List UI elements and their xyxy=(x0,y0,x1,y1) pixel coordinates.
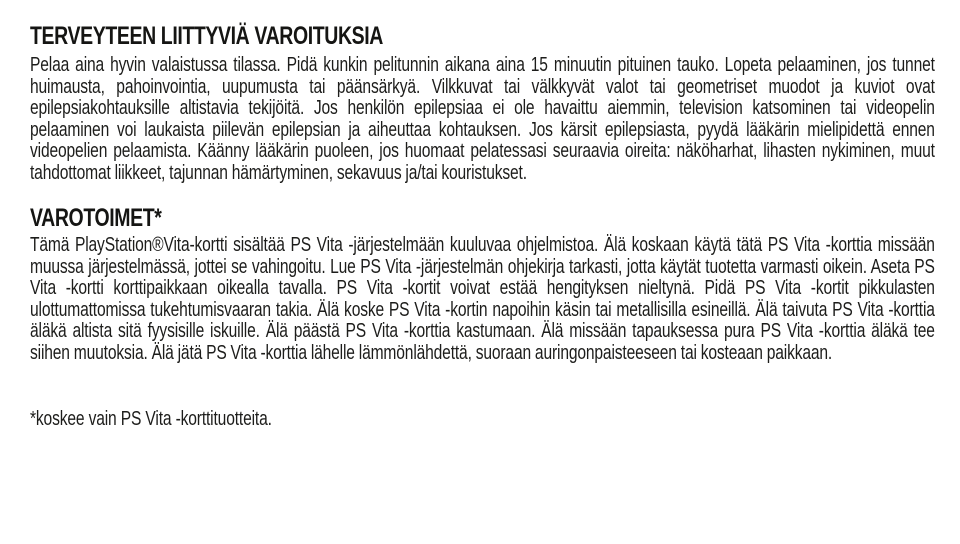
page-content xyxy=(30,24,935,431)
health-warnings-paragraph: Pelaa aina hyvin valaistussa tilassa. Pidä kunkin pelitunnin aikana aina 15 minuutin pituinen tauko. Lopeta pelaaminen, jos tunnet huimausta, pahoinvointia, uupumusta tai päänsärkyä. Vilkkuvat tai välkkyvät valot tai geometriset muodot ja kuviot ovat epilepsiakohtauksille altistavia tekijöitä. Jos henkilön epilepsiaa ei ole havaittu aiemmin, television katsominen tai videopelin pelaaminen voi laukaista piilevän epilepsian ja aiheuttaa kohtauksen. Jos kärsit epilepsiasta, pyydä lääkärin mielipidettä ennen videopelien pelaamista. Käänny lääkärin puoleen, jos huomaat pelatessasi seuraavia oireita: näköharhat, lihasten nykiminen, muut tahdottomat liikkeet, tajunnan hämärtyminen, sekavuus ja/tai kouristukset. xyxy=(30,54,935,184)
precautions-section xyxy=(30,206,935,364)
health-warnings-section xyxy=(30,24,935,184)
precautions-heading: VAROTOIMET* xyxy=(30,204,162,232)
footnote-text: *koskee vain PS Vita -korttituotteita. xyxy=(30,408,272,430)
health-warnings-heading: TERVEYTEEN LIITTYVIÄ VAROITUKSIA xyxy=(30,22,384,50)
precautions-paragraph: Tämä PlayStation®Vita-kortti sisältää PS Vita -järjestelmään kuuluvaa ohjelmistoa. Älä koskaan käytä tätä PS Vita -korttia missään muussa järjestelmässä, jottei se vahingoitu. Lue PS Vita -järjestelmän ohjekirja tarkasti, jotta käytät tuotetta varmasti oikein. Aseta PS Vita -kortti korttipaikkaan oikealla tavalla. PS Vita -kortit voivat estää hengityksen nieltynä. Pidä PS Vita -kortit pikkulasten ulottumattomissa tukehtumisvaaran takia. Älä koske PS Vita -kortin napoihin käsin tai metallisilla esineillä. Älä taivuta PS Vita -korttia äläkä altista sitä fyysisille iskuille. Älä päästä PS Vita -korttia kastumaan. Älä missään tapauksessa pura PS Vita -korttia äläkä tee siihen muutoksia. Älä jätä PS Vita -korttia lähelle lämmönlähdettä, suoraan auringonpaisteeseen tai kosteaan paikkaan. xyxy=(30,234,935,364)
